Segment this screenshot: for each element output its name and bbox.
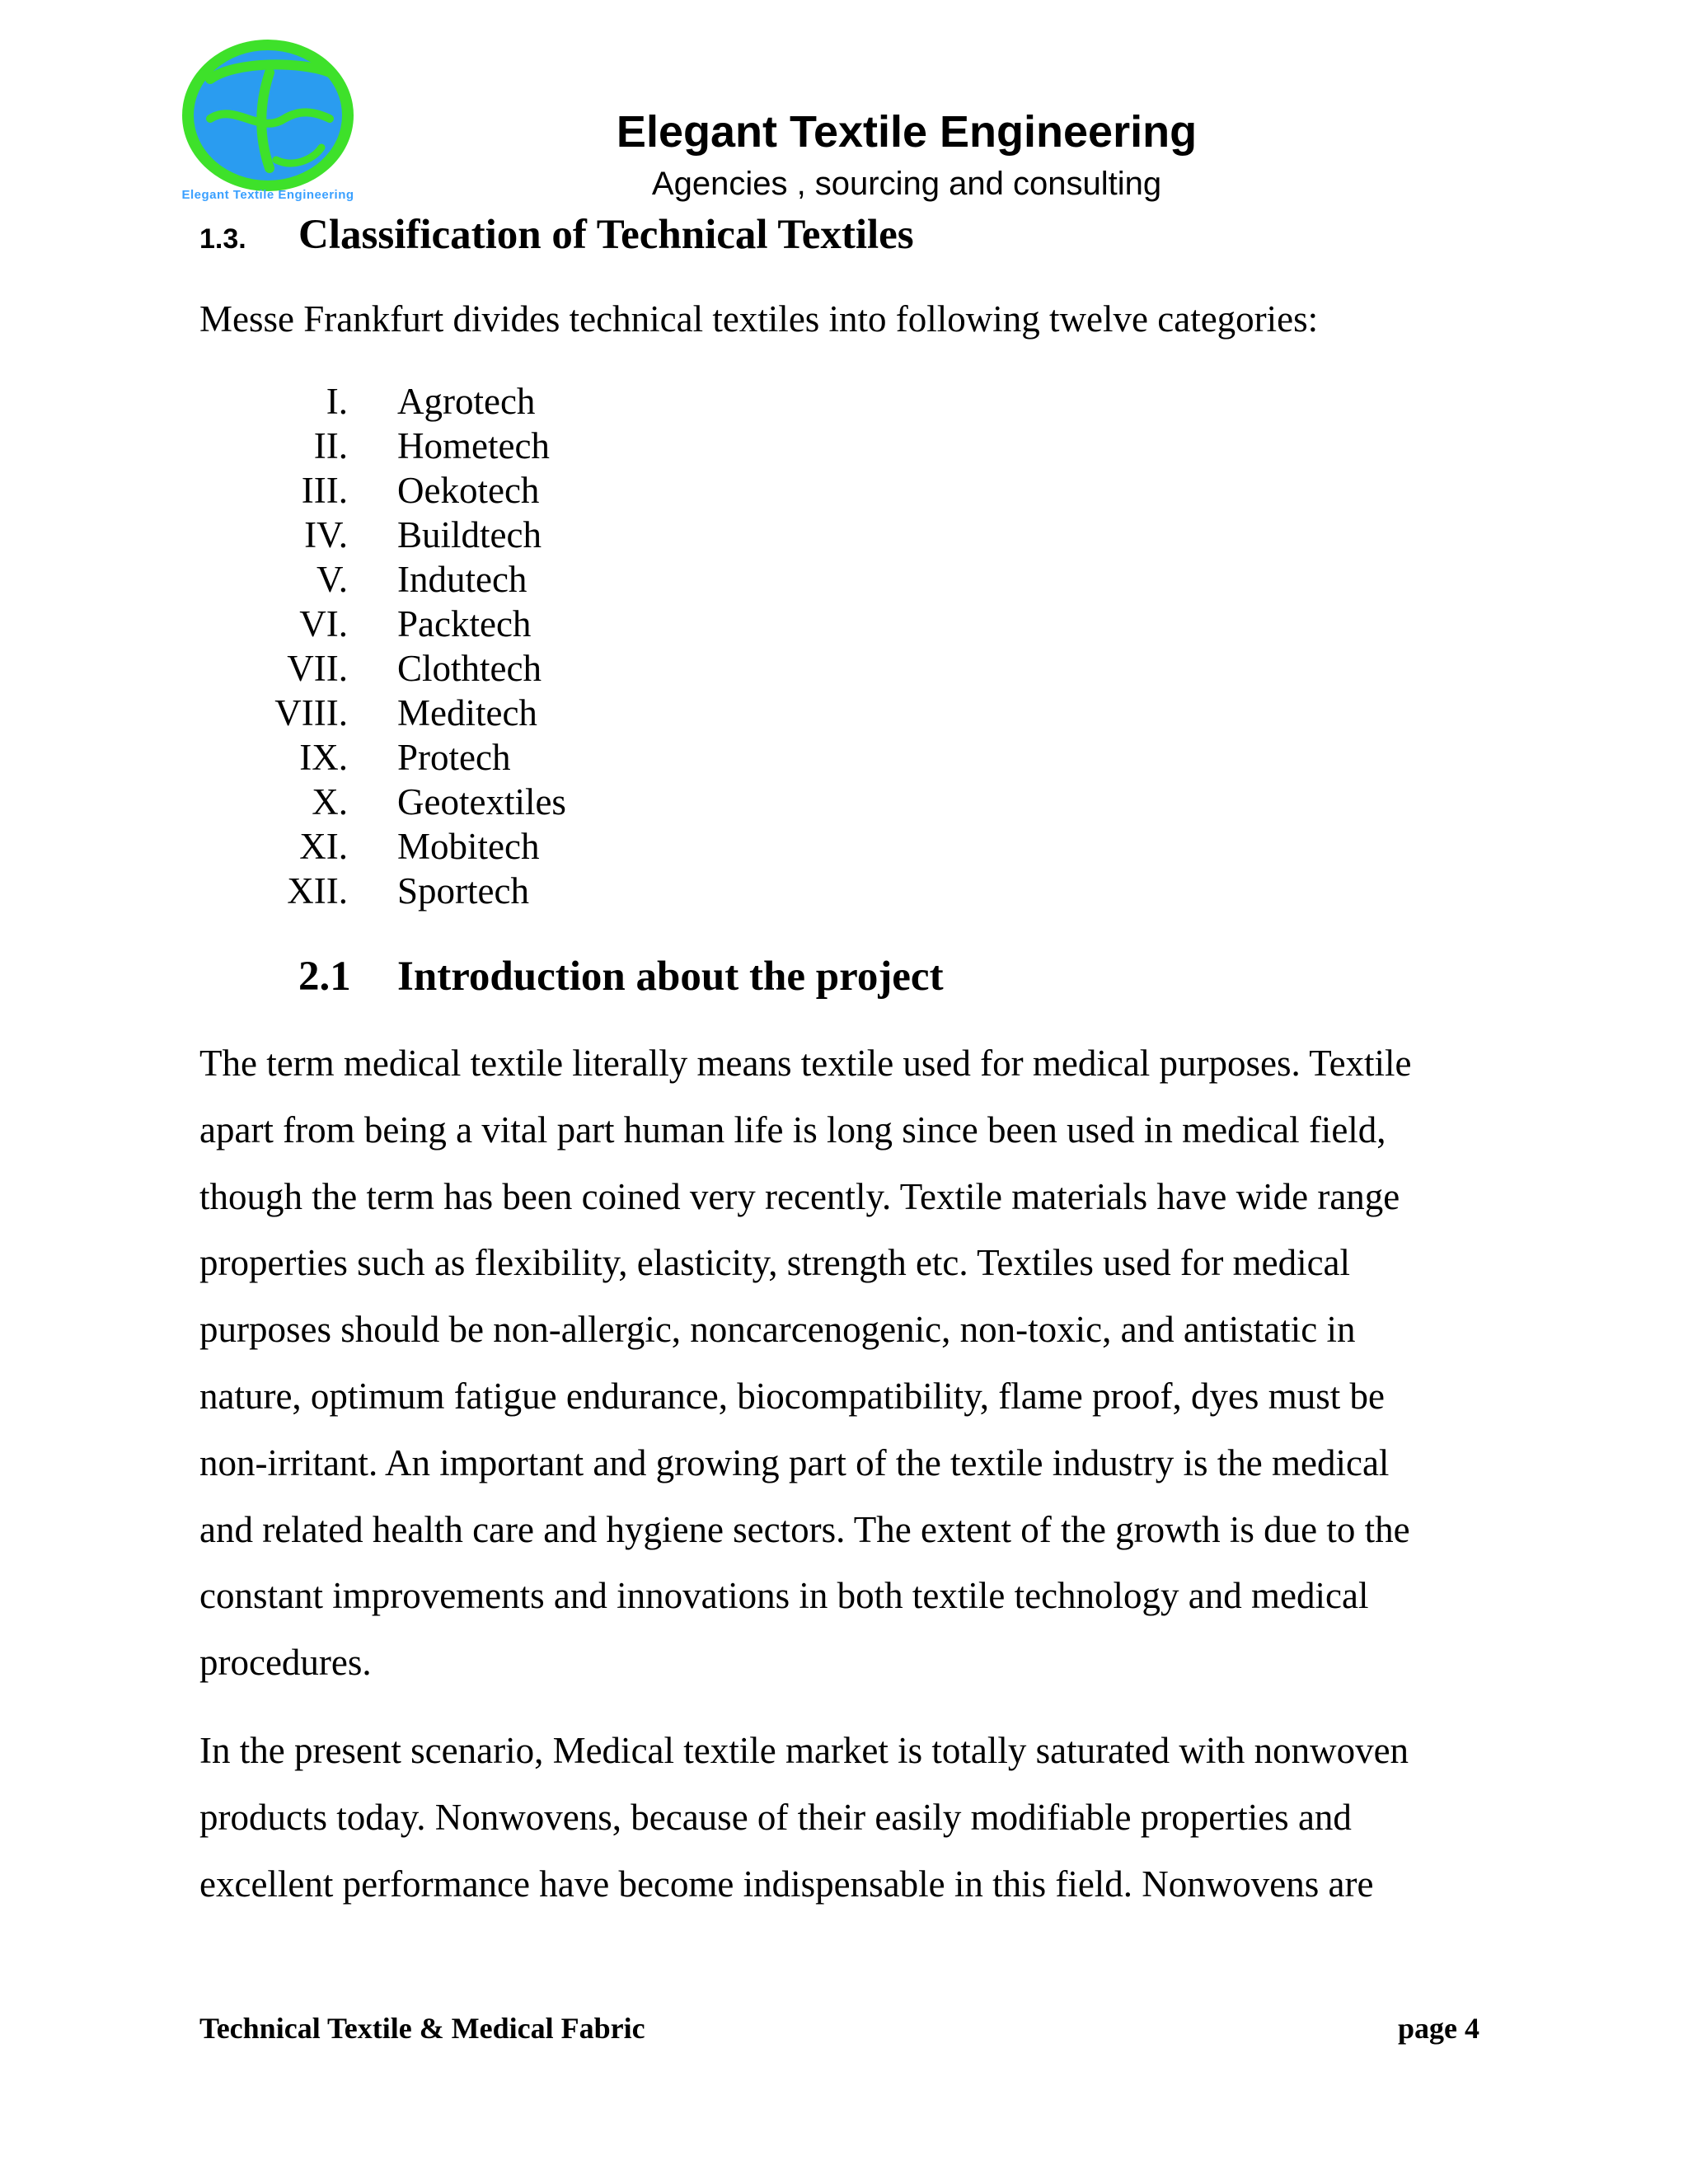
section-title: Classification of Technical Textiles [298, 212, 914, 258]
list-item [247, 869, 566, 913]
list-label: Mobitech [397, 826, 540, 867]
list-item [247, 780, 566, 824]
company-logo [177, 36, 359, 209]
list-item [247, 602, 566, 646]
list-item [247, 468, 566, 513]
list-label: Protech [397, 737, 511, 778]
section-number: 2.1 [298, 954, 351, 1000]
section-number: 1.3. [199, 223, 246, 255]
list-numeral: III. [301, 470, 348, 511]
list-label: Geotextiles [397, 781, 566, 823]
list-numeral: IX. [299, 737, 348, 778]
logo-caption: Elegant Textile Engineering [181, 188, 354, 202]
list-numeral: VII. [287, 648, 348, 689]
paragraph-line: nature, optimum fatigue endurance, biocompatibility, flame proof, dyes must be [199, 1375, 1385, 1417]
list-numeral: XII. [287, 870, 348, 912]
paragraph-line: properties such as flexibility, elasticity, strength etc. Textiles used for medical [199, 1242, 1351, 1284]
section-intro: Messe Frankfurt divides technical textiles into following twelve categories: [199, 298, 1319, 340]
list-label: Buildtech [397, 514, 542, 555]
paragraph-line: excellent performance have become indispensable in this field. Nonwovens are [199, 1863, 1374, 1905]
paragraph-line: products today. Nonwovens, because of their easily modifiable properties and [199, 1796, 1352, 1838]
category-list [247, 379, 566, 913]
list-item [247, 513, 566, 557]
list-item [247, 379, 566, 424]
paragraph-line: constant improvements and innovations in both textile technology and medical [199, 1575, 1369, 1617]
paragraph-line: non-irritant. An important and growing part of the textile industry is the medical [199, 1441, 1390, 1483]
list-item [247, 691, 566, 735]
paragraph-line: purposes should be non-allergic, noncarcenogenic, non-toxic, and antistatic in [199, 1309, 1356, 1351]
paragraph-introduction [199, 1030, 1412, 1696]
list-label: Packtech [397, 603, 532, 644]
logo-emblem-icon [177, 36, 359, 198]
list-label: Indutech [397, 559, 528, 600]
list-label: Oekotech [397, 470, 540, 511]
list-item [247, 424, 566, 468]
list-numeral: IV. [304, 514, 348, 555]
list-label: Sportech [397, 870, 529, 912]
list-item [247, 735, 566, 780]
list-item [247, 557, 566, 602]
list-numeral: V. [316, 559, 348, 600]
list-item [247, 824, 566, 869]
section-heading-1-3 [199, 206, 914, 264]
list-label: Agrotech [397, 381, 536, 422]
list-numeral: VI. [299, 603, 348, 644]
company-name: Elegant Textile Engineering [616, 107, 1198, 157]
list-label: Clothtech [397, 648, 542, 689]
paragraph-line: In the present scenario, Medical textile market is totally saturated with nonwoven [199, 1730, 1409, 1771]
list-item [247, 646, 566, 691]
page-number: page 4 [1398, 2012, 1479, 2045]
paragraph-line: though the term has been coined very recently. Textile materials have wide range [199, 1175, 1400, 1217]
paragraph-line: procedures. [199, 1642, 372, 1684]
list-numeral: I. [326, 381, 348, 422]
paragraph-scenario [199, 1718, 1409, 1917]
company-tagline: Agencies , sourcing and consulting [651, 166, 1162, 202]
paragraph-line: apart from being a vital part human life is long since been used in medical field, [199, 1108, 1386, 1151]
list-label: Hometech [397, 425, 550, 466]
section-title: Introduction about the project [397, 954, 944, 1000]
paragraph-line: The term medical textile literally means textile used for medical purposes. Textile [199, 1043, 1412, 1084]
footer-title: Technical Textile & Medical Fabric [199, 2012, 645, 2045]
list-label: Meditech [397, 692, 537, 733]
list-numeral: XI. [299, 826, 348, 867]
section-heading-2-1 [298, 948, 944, 1005]
paragraph-line: and related health care and hygiene sectors. The extent of the growth is due to the [199, 1508, 1410, 1550]
list-numeral: VIII. [274, 692, 348, 733]
list-numeral: X. [312, 781, 348, 823]
list-numeral: II. [313, 425, 348, 466]
